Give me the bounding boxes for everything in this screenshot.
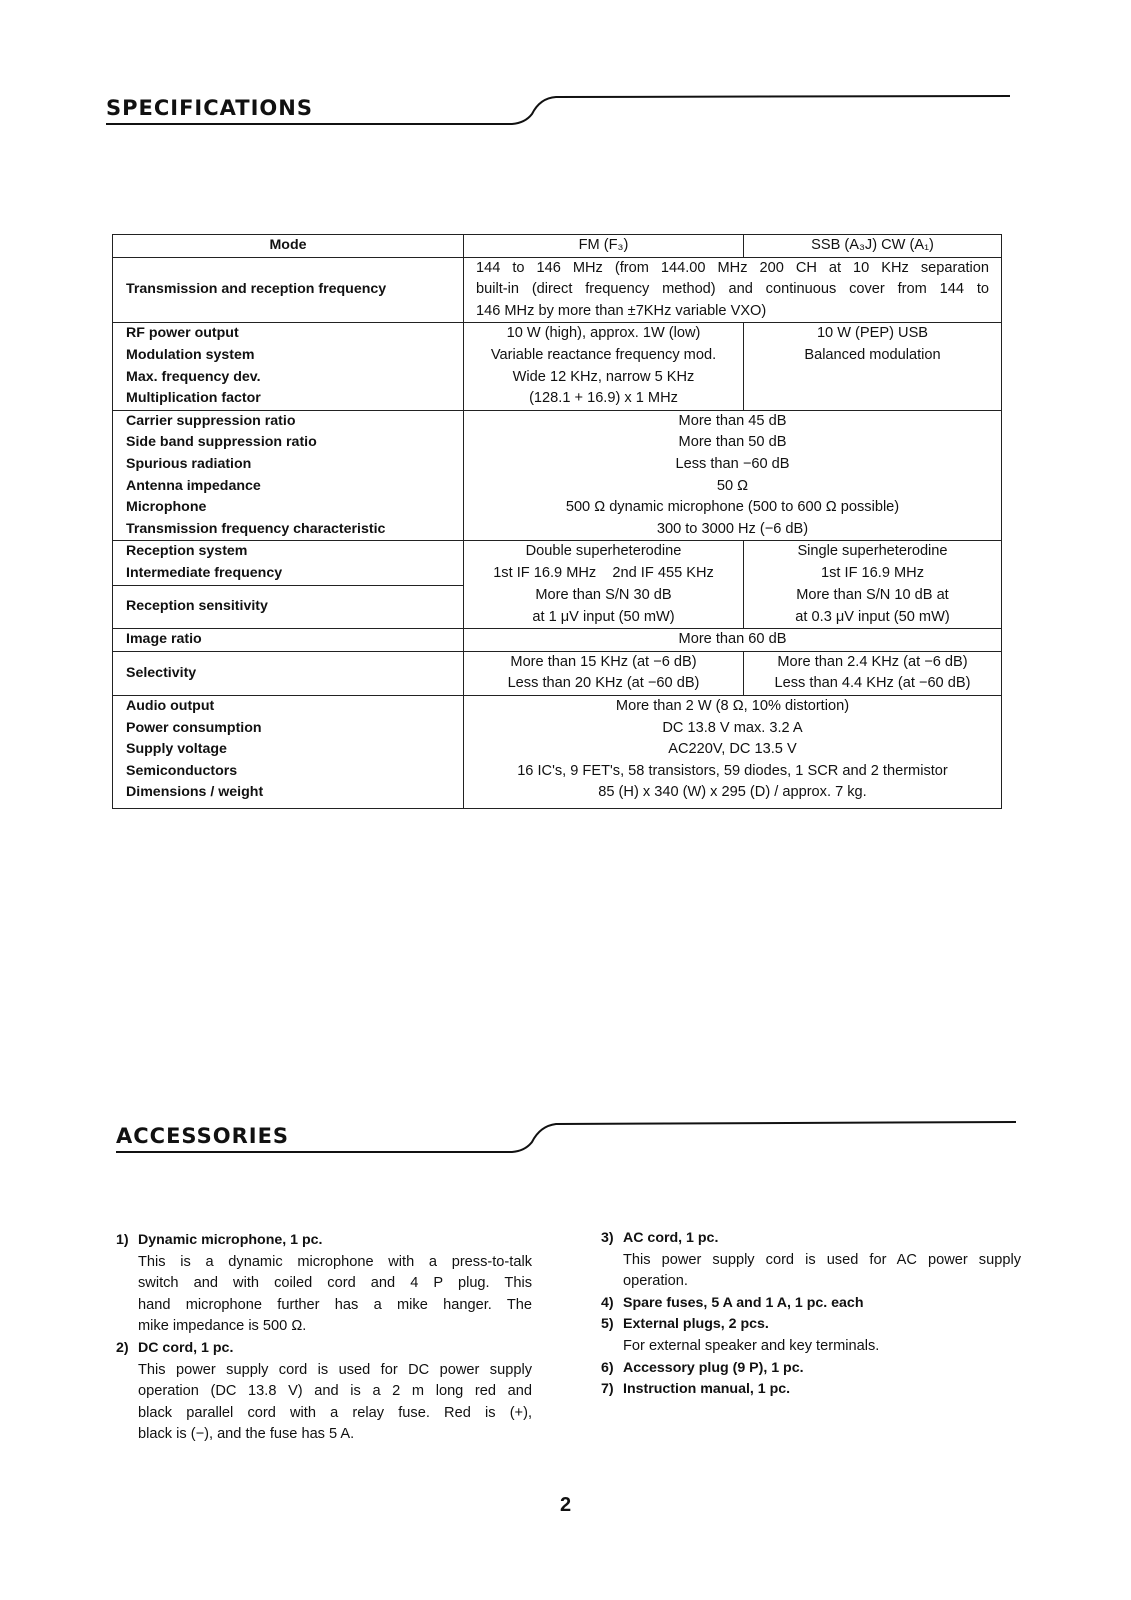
header-fm-text: FM (F₃) xyxy=(578,237,629,253)
sensitivity-fm-1: More than S/N 30 dB xyxy=(535,587,672,603)
audio-value-4: 16 IC's, 9 FET's, 58 transistors, 59 diodes, 1 SCR and 2 thermistor xyxy=(517,762,948,779)
item-title: External plugs, 2 pcs. xyxy=(623,1316,769,1333)
accessories-heading: ACCESSORIES xyxy=(116,1124,290,1148)
table-row-frequency xyxy=(113,257,1002,323)
sensitivity-ssb-values xyxy=(744,585,1002,629)
sensitivity-ssb-1: More than S/N 10 dB at xyxy=(796,587,949,603)
label-spurious: Spurious radiation xyxy=(126,455,252,472)
rf-ssb-1: 10 W (PEP) USB xyxy=(816,325,929,342)
specifications-table xyxy=(112,234,1002,809)
header-ssb-text: SSB (A₃J) CW (A₁) xyxy=(811,237,934,253)
label-max-dev: Max. frequency dev. xyxy=(126,368,261,385)
reception-fm-1: Double superheterodine xyxy=(525,543,682,560)
accessory-item-3 xyxy=(601,1228,1021,1293)
label-reception-system: Reception system xyxy=(126,543,248,560)
item-number: 7) xyxy=(601,1381,614,1398)
freq-line-1: 144 to 146 MHz (from 144.00 MHz 200 CH at 10 KHz separation xyxy=(476,259,989,276)
rf-fm-values xyxy=(464,323,744,410)
label-rf-power: RF power output xyxy=(126,325,239,342)
accessory-item-6 xyxy=(601,1358,1021,1380)
table-row-selectivity xyxy=(113,651,1002,695)
item-title: DC cord, 1 pc. xyxy=(138,1339,234,1356)
item-number: 3) xyxy=(601,1230,614,1246)
table-header-row xyxy=(113,235,1002,258)
page-number: 2 xyxy=(559,1494,572,1516)
accessories-right-column xyxy=(601,1228,1021,1401)
item-title: Spare fuses, 5 A and 1 A, 1 pc. each xyxy=(623,1294,864,1311)
carrier-value-4: 50 Ω xyxy=(716,477,749,494)
image-value xyxy=(464,629,1002,652)
item-title: Dynamic microphone, 1 pc. xyxy=(138,1232,323,1248)
item-title: Accessory plug (9 P), 1 pc. xyxy=(623,1359,804,1376)
selectivity-ssb-2: Less than 4.4 KHz (at −60 dB) xyxy=(774,675,971,692)
accessory-item-2 xyxy=(116,1338,532,1446)
sensitivity-fm-values xyxy=(464,585,744,629)
selectivity-ssb-values xyxy=(744,651,1002,695)
selectivity-ssb-1: More than 2.4 KHz (at −6 dB) xyxy=(777,653,968,670)
label-carrier: Carrier suppression ratio xyxy=(126,412,296,429)
label-supply: Supply voltage xyxy=(126,741,227,758)
label-modulation: Modulation system xyxy=(126,346,255,363)
row-label xyxy=(113,410,464,541)
carrier-value-6: 300 to 3000 Hz (−6 dB) xyxy=(656,520,809,537)
row-label xyxy=(113,585,464,629)
item-number: 1) xyxy=(116,1232,129,1248)
row-label xyxy=(113,651,464,695)
item-desc-line: mike impedance is 500 Ω. xyxy=(138,1318,307,1335)
label-dimensions: Dimensions / weight xyxy=(126,784,264,801)
freq-value xyxy=(464,257,1002,323)
accessories-left-column xyxy=(116,1230,532,1446)
carrier-value-1: More than 45 dB xyxy=(678,412,787,429)
table-row-audio xyxy=(113,695,1002,808)
item-desc-line: black parallel cord with a relay fuse. Red is (+), xyxy=(138,1404,532,1421)
table-row-image xyxy=(113,629,1002,652)
rf-fm-3: Wide 12 KHz, narrow 5 KHz xyxy=(512,368,695,385)
label-freq: Transmission and reception frequency xyxy=(126,281,387,298)
carrier-value-5: 500 Ω dynamic microphone (500 to 600 Ω possible) xyxy=(565,499,900,516)
image-value-text: More than 60 dB xyxy=(678,631,787,648)
reception-fm-2: 1st IF 16.9 MHz 2nd IF 455 KHz xyxy=(493,564,714,581)
selectivity-fm-2: Less than 20 KHz (at −60 dB) xyxy=(507,675,700,692)
accessory-item-1 xyxy=(116,1230,532,1338)
item-desc-line: This is a dynamic microphone with a press-to-talk xyxy=(138,1253,532,1270)
item-number: 2) xyxy=(116,1339,129,1356)
header-mode xyxy=(113,235,464,258)
sensitivity-fm-2: at 1 μV input (50 mW) xyxy=(532,608,675,625)
selectivity-fm-1: More than 15 KHz (at −6 dB) xyxy=(510,653,697,670)
item-desc-line: switch and with coiled cord and 4 P plug. This xyxy=(138,1275,532,1292)
reception-ssb-1: Single superheterodine xyxy=(797,543,948,560)
item-desc-line: This power supply cord is used for DC power supply xyxy=(138,1361,532,1378)
audio-values xyxy=(464,695,1002,808)
item-desc-line: For external speaker and key terminals. xyxy=(623,1337,880,1354)
item-number: 4) xyxy=(601,1294,614,1311)
label-image: Image ratio xyxy=(126,631,202,648)
accessories-heading-rule xyxy=(0,1118,1131,1158)
row-label xyxy=(113,695,464,808)
table-row-reception xyxy=(113,541,1002,585)
sensitivity-ssb-2: at 0.3 μV input (50 mW) xyxy=(795,608,950,625)
item-desc-line: black is (−), and the fuse has 5 A. xyxy=(138,1426,355,1443)
selectivity-fm-values xyxy=(464,651,744,695)
carrier-values xyxy=(464,410,1002,541)
reception-ssb-2: 1st IF 16.9 MHz xyxy=(821,564,924,581)
label-sideband: Side band suppression ratio xyxy=(126,434,317,451)
reception-fm-values xyxy=(464,541,744,585)
header-ssb xyxy=(744,235,1002,258)
header-fm xyxy=(464,235,744,258)
label-if: Intermediate frequency xyxy=(126,564,283,581)
label-selectivity: Selectivity xyxy=(126,664,197,681)
header-mode-text: Mode xyxy=(269,237,307,253)
item-desc-line: operation. xyxy=(623,1273,688,1290)
item-desc-line: hand microphone further has a mike hanger. The xyxy=(138,1296,532,1313)
item-title: AC cord, 1 pc. xyxy=(623,1230,719,1246)
carrier-value-3: Less than −60 dB xyxy=(675,455,790,472)
specifications-heading: SPECIFICATIONS xyxy=(106,96,313,120)
accessory-item-5 xyxy=(601,1314,1021,1357)
rf-fm-1: 10 W (high), approx. 1W (low) xyxy=(506,325,701,342)
audio-value-2: DC 13.8 V max. 3.2 A xyxy=(662,719,803,736)
row-label xyxy=(113,541,464,585)
freq-line-2: built-in (direct frequency method) and continuous cover from 144 to xyxy=(476,281,989,298)
audio-value-3: AC220V, DC 13.5 V xyxy=(668,741,797,758)
carrier-value-2: More than 50 dB xyxy=(678,434,787,451)
specifications-heading-rule xyxy=(0,92,1131,132)
item-desc-line: operation (DC 13.8 V) and is a 2 m long red and xyxy=(138,1383,532,1400)
label-antenna: Antenna impedance xyxy=(126,477,261,494)
freq-line-3: 146 MHz by more than ±7KHz variable VXO) xyxy=(476,302,767,319)
item-title: Instruction manual, 1 pc. xyxy=(623,1381,791,1398)
rf-ssb-2: Balanced modulation xyxy=(804,346,941,363)
label-sensitivity: Reception sensitivity xyxy=(126,598,268,615)
table-row-carrier xyxy=(113,410,1002,541)
row-label xyxy=(113,257,464,323)
label-tx-freq-char: Transmission frequency characteristic xyxy=(126,520,386,537)
item-desc-line: This power supply cord is used for AC power supply xyxy=(623,1251,1021,1268)
accessory-item-4 xyxy=(601,1293,1021,1315)
rf-fm-4: (128.1 + 16.9) x 1 MHz xyxy=(529,390,678,407)
row-label xyxy=(113,323,464,410)
label-semiconductors: Semiconductors xyxy=(126,762,238,779)
rf-fm-2: Variable reactance frequency mod. xyxy=(490,346,717,363)
audio-value-1: More than 2 W (8 Ω, 10% distortion) xyxy=(615,697,850,714)
reception-ssb-values xyxy=(744,541,1002,585)
audio-value-5: 85 (H) x 340 (W) x 295 (D) / approx. 7 kg. xyxy=(598,784,867,801)
accessory-item-7 xyxy=(601,1379,1021,1401)
label-audio: Audio output xyxy=(126,697,215,714)
row-label xyxy=(113,629,464,652)
rf-ssb-values xyxy=(744,323,1002,410)
label-microphone: Microphone xyxy=(126,499,207,516)
table-row-sensitivity xyxy=(113,585,1002,629)
label-multiplication: Multiplication factor xyxy=(126,390,261,407)
table-row-rf xyxy=(113,323,1002,410)
label-power: Power consumption xyxy=(126,719,262,736)
item-number: 5) xyxy=(601,1316,614,1333)
item-number: 6) xyxy=(601,1359,614,1376)
